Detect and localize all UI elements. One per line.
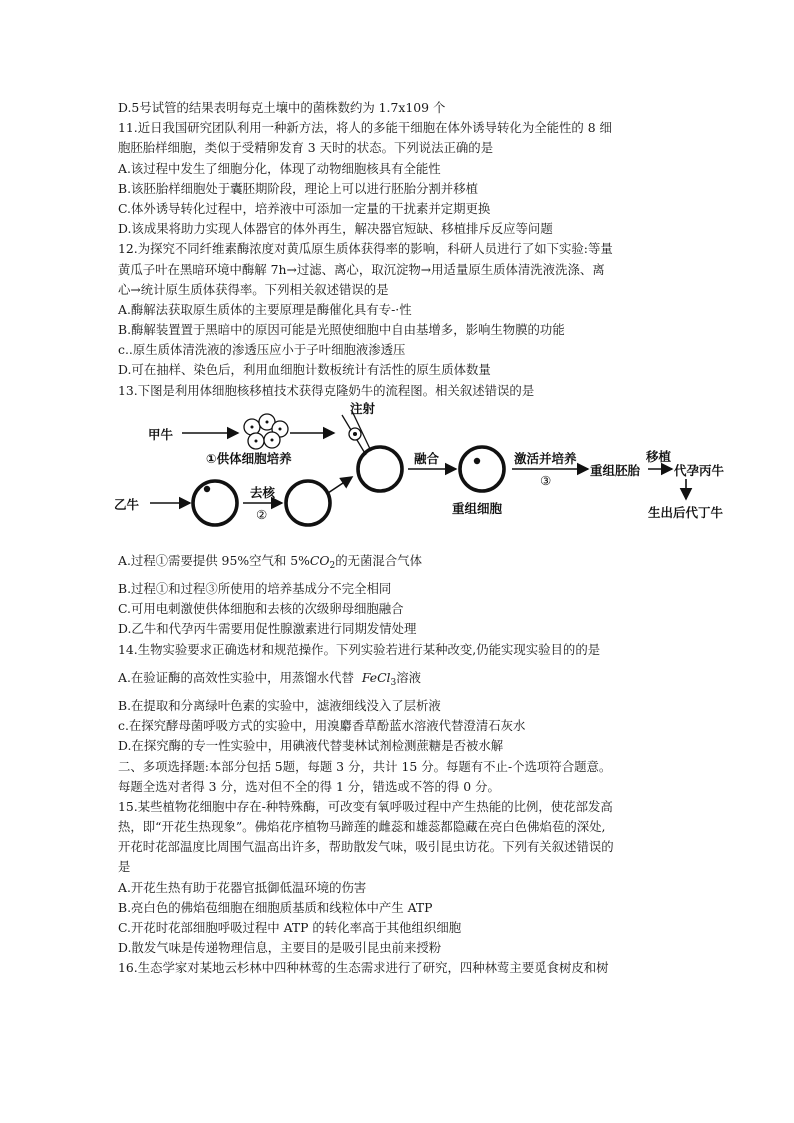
label-dai-yun: 代孕丙牛 bbox=[674, 462, 725, 478]
label-chong-zu-xibao: 重组细胞 bbox=[452, 500, 503, 516]
text-line: 15.某些植物花细胞中存在-种特殊酶，可改变有氧呼吸过程中产生热能的比例，使花部发高 bbox=[118, 798, 613, 814]
donor-cells-cluster bbox=[244, 414, 288, 449]
label-chong-zu-peitai: 重组胚胎 bbox=[590, 462, 641, 478]
label-step1: ①供体细胞培养 bbox=[206, 450, 292, 466]
text-line: C.体外诱导转化过程中，培养液中可添加一定量的干扰素并定期更换 bbox=[118, 200, 491, 216]
text-line: 胞胚胎样细胞，类似于受精卵发育 3 天时的状态。下列说法正确的是 bbox=[118, 140, 494, 156]
text-line: D.散发气味是传递物理信息，主要目的是吸引昆虫前来授粉 bbox=[118, 940, 442, 956]
label-step3: ③ bbox=[540, 472, 552, 488]
reconstructed-nucleus bbox=[474, 458, 480, 464]
text-line: B.该胚胎样细胞处于囊胚期阶段，理论上可以进行胚胎分割并移植 bbox=[118, 180, 478, 196]
text-line: 16.生态学家对某地云杉林中四种林莺的生态需求进行了研究，四种林莺主要觅食树皮和树 bbox=[118, 960, 609, 976]
text-line: 12.为探究不同纤维素酶浓度对黄瓜原生质体获得率的影响，科研人员进行了如下实验:等量 bbox=[118, 241, 613, 257]
text-line: D.该成果将助力实现人体器官的体外再生，解决器官短缺、移植排斥反应等问题 bbox=[118, 221, 553, 237]
text-line: B.亮白色的佛焰苞细胞在细胞质基质和线粒体中产生 ATP bbox=[118, 899, 433, 915]
cloning-flow-diagram bbox=[110, 400, 725, 543]
reconstructed-cell bbox=[460, 447, 504, 491]
text-line: D.5号试管的结果表明每克土壤中的菌株数约为 1.7x109 个 bbox=[118, 100, 446, 115]
text-line: A.酶解法获取原生质体的主要原理是酶催化具有专-·性 bbox=[118, 301, 412, 317]
text-line: 二、多项选择题:本部分包括 5题，每题 3 分，共计 15 分。每题有不止-个选项符合题意。 bbox=[118, 758, 612, 774]
q14-option-d: D.在探究酶的专一性实验中，用碘液代替斐林试剂检测蔗糖是否被水解 bbox=[118, 738, 504, 754]
text-line: 心→统计原生质体获得率。下列相关叙述错误的是 bbox=[118, 281, 389, 297]
text-line: 是 bbox=[118, 859, 131, 875]
label-step2: ② bbox=[256, 506, 268, 522]
q13-option-a: A.过程①需要提供 95%空气和 $5\%CO_2$的无菌混合气体 bbox=[118, 552, 422, 571]
q13-option-d: D.乙牛和代孕丙牛需要用促性腺激素进行同期发情处理 bbox=[118, 621, 417, 637]
label-yi-niu: 乙牛 bbox=[114, 496, 140, 512]
document-page bbox=[114, 98, 725, 979]
enucleated-oocyte bbox=[286, 481, 330, 525]
lines-top bbox=[118, 98, 684, 401]
text-line: 13.下图是利用体细胞核移植技术获得克隆奶牛的流程图。相关叙述错误的是 bbox=[118, 382, 535, 398]
text-line: 黄瓜子叶在黑暗环境中酶解 7h→过滤、离心，取沉淀物→用适量原生质体清洗液洗涤、离 bbox=[118, 261, 605, 277]
text-line: B.酶解装置置于黑暗中的原因可能是光照使细胞中自由基增多，影响生物膜的功能 bbox=[118, 322, 565, 338]
label-rong-he: 融合 bbox=[414, 450, 440, 466]
label-yi-zhi: 移植 bbox=[646, 448, 672, 464]
text-line: 开花时花部温度比周围气温高出许多，帮助散发气味，吸引昆虫访花。下列有关叙述错误的 bbox=[118, 839, 614, 855]
text-line: A.开花生热有助于花器官抵御低温环境的伤害 bbox=[118, 879, 367, 895]
label-chu-sheng: 生出后代丁牛 bbox=[648, 504, 724, 520]
label-jihuo: 激活并培养 bbox=[514, 450, 577, 466]
q13-option-c: C.可用电刺激使供体细胞和去核的次级卵母细胞融合 bbox=[118, 601, 404, 617]
q13-option-b: B.过程①和过程③所使用的培养基成分不完全相同 bbox=[118, 581, 392, 596]
oocyte-nucleus bbox=[204, 486, 210, 492]
text-line: C.开花时花部细胞呼吸过程中 ATP 的转化率高于其他组织细胞 bbox=[118, 920, 462, 935]
q14-option-a: A.在验证酶的高效性实验中，用蒸馏水代替 FeCl$_3$溶液 bbox=[118, 669, 422, 688]
oocyte bbox=[193, 481, 237, 525]
q14-stem: 14.生物实验要求正确选材和规范操作。下列实验若进行某种改变,仍能实现实验目的的是 bbox=[118, 641, 601, 657]
label-jia-niu: 甲牛 bbox=[148, 426, 174, 442]
q14-option-b: B.在提取和分离绿叶色素的实验中，滤液细线没入了层析液 bbox=[118, 697, 441, 713]
text-line: c..原生质体清洗液的渗透压应小于子叶细胞液渗透压 bbox=[118, 342, 406, 358]
text-line: A.该过程中发生了细胞分化，体现了动物细胞核具有全能性 bbox=[118, 160, 441, 176]
text-line: 每题全选对者得 3 分，选对但不全的得 1 分，错选或不答的得 0 分。 bbox=[118, 778, 500, 794]
label-qu-he: 去核 bbox=[250, 484, 276, 500]
arrow-to-injection bbox=[328, 477, 352, 493]
text-line: 热，即“开花生热现象”。佛焰花序植物马蹄莲的雌蕊和雄蕊都隐藏在亮白色佛焰苞的深处, bbox=[118, 819, 606, 835]
text-line: D.可在抽样、染色后，利用血细胞计数板统计有活性的原生质体数量 bbox=[118, 362, 491, 378]
q14-option-c: c.在探究酵母菌呼吸方式的实验中，用溴麝香草酚蓝水溶液代替澄清石灰水 bbox=[118, 718, 526, 734]
label-zhu-she: 注射 bbox=[350, 400, 376, 416]
lines-bottom bbox=[118, 757, 684, 979]
text-line: 11.近日我国研究团队利用一种新方法，将人的多能干细胞在体外诱导转化为全能性的 8 细 bbox=[118, 120, 612, 136]
